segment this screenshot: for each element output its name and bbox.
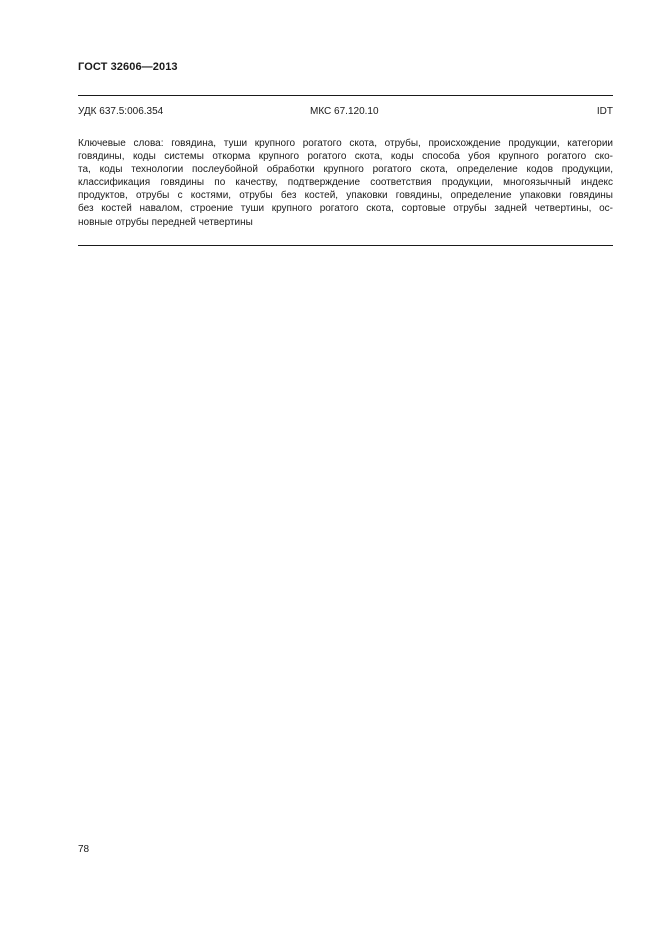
classification-row	[78, 106, 613, 120]
keywords-line: Ключевые слова: говядина, туши крупного рогатого скота, отрубы, происхождение продукции, категории	[78, 138, 613, 149]
keywords-line: продуктов, отрубы с костями, отрубы без костей, упаковки говядины, определение упаковки говядины	[78, 190, 613, 202]
document-code-header: ГОСТ 32606—2013	[78, 61, 178, 73]
top-divider	[78, 95, 613, 96]
udc-code: УДК 637.5:006.354	[78, 106, 164, 117]
idt-label: IDT	[596, 106, 613, 117]
keywords-paragraph	[78, 137, 613, 229]
keywords-line: говядины, коды системы откорма крупного рогатого скота, коды способа убоя крупного рогатого ско-	[78, 151, 613, 163]
bottom-divider	[78, 245, 613, 246]
keywords-line: новные отрубы передней четвертины	[78, 216, 253, 228]
keywords-line: та, коды технологии послеубойной обработки крупного рогатого скота, определение кодов продукции,	[78, 164, 613, 176]
page-number: 78	[78, 844, 90, 855]
keywords-line: классификация говядины по качеству, подтверждение соответствия продукции, многоязычный индекс	[78, 177, 613, 189]
keywords-line: без костей навалом, строение туши крупного рогатого скота, сортовые отрубы задней четвертины, ос-	[78, 203, 613, 215]
mks-code: МКС 67.120.10	[310, 106, 379, 117]
